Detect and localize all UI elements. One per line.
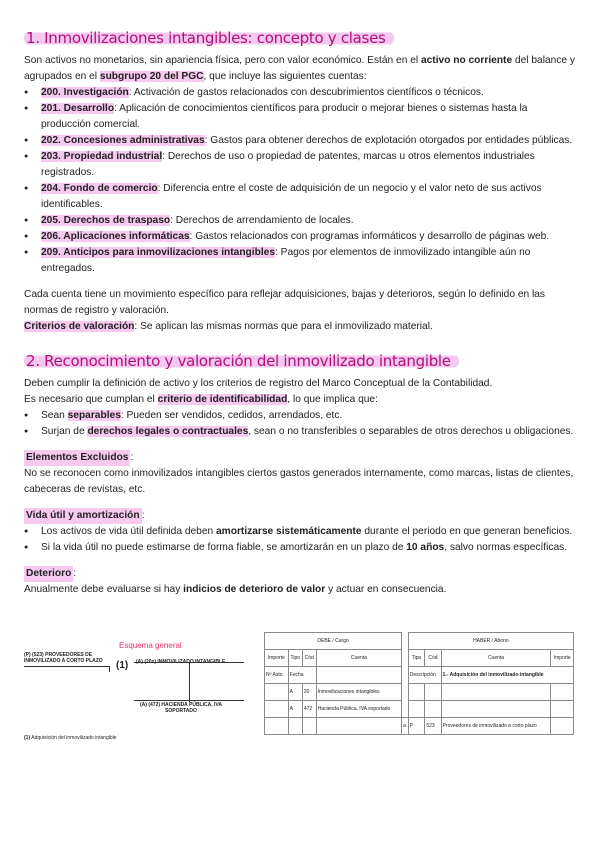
haber-header: HABER / Abono — [408, 633, 573, 650]
s1-criteria: Criterios de valoración: Se aplican las mismas normas que para el inmovilizado material. — [24, 321, 433, 332]
s1-intro: Son activos no monetarios, sin apariencia física, pero con valor económico. Están en el activo no corriente del balance y agrupados en el subgrupo 20 del PGC, que incluye las siguientes cuentas: — [24, 55, 575, 82]
col-header: Importe — [551, 650, 574, 667]
table-row — [265, 718, 574, 735]
schema-line — [134, 700, 244, 701]
schema-note: (1) Adquisición del inmovilizado intangible — [24, 735, 117, 741]
col-header: Cuenta — [316, 650, 402, 667]
col-header: Tipo — [288, 650, 302, 667]
section-2-title: 2. Reconocimiento y valoración del inmovilizado intangible — [24, 353, 459, 369]
list-item: ● 206. Aplicaciones informáticas: Gastos relacionados con programas informáticos y desarrollo de páginas web. — [24, 229, 576, 245]
schema-line — [189, 662, 190, 702]
list-item: ● Sean separables: Pueden ser vendidos, cedidos, arrendados, etc. — [24, 408, 576, 424]
list-item: ● 200. Investigación: Activación de gastos relacionados con descubrimientos científicos o técnicos. — [24, 85, 576, 101]
list-item: ● 205. Derechos de traspaso: Derechos de arrendamiento de locales. — [24, 213, 576, 229]
vida-title: Vida útil y amortización : — [24, 508, 576, 524]
s2-p2: Es necesario que cumplan el criterio de identificabilidad, lo que implica que: — [24, 394, 378, 405]
schema-mark: (1) — [116, 660, 129, 671]
journal-table — [264, 632, 574, 735]
type-cell: A — [288, 684, 302, 701]
fecha-cell: Fecha — [288, 667, 316, 684]
list-item: ● 202. Concesiones administrativas: Gastos para obtener derechos de explotación otorgados por entidades públicas. — [24, 133, 576, 149]
section-1-title: 1. Inmovilizaciones intangibles: concepto y clases — [24, 30, 394, 46]
det-title: Deterioro : — [24, 566, 576, 582]
schema-bottom: (A) (472) HACIENDA PÚBLICA, IVA SOPORTADO — [140, 702, 222, 714]
account-list — [24, 85, 576, 277]
col-header: Cód — [425, 650, 441, 667]
account-cell: Hacienda Pública, IVA soportado — [316, 701, 402, 718]
list-item: ● Si la vida útil no puede estimarse de forma fiable, se amortizarán en un plazo de 10 años, salvo normas específicas. — [24, 540, 576, 556]
table-row — [265, 684, 574, 701]
type-cell: A — [288, 701, 302, 718]
schema-right: (A) (20x) INMOVILIZADO INTANGIBLE — [136, 659, 226, 665]
excluded-title: Elementos Excluidos : — [24, 450, 576, 466]
document-page — [24, 29, 576, 741]
desc-cell: Descripción — [408, 667, 441, 684]
s2-p1: Deben cumplir la definición de activo y los criterios de registro del Marco Conceptual de la Contabilidad. — [24, 378, 493, 389]
a-cell: a — [402, 718, 409, 735]
col-header: Cuenta — [441, 650, 551, 667]
s1-p2: Cada cuenta tiene un movimiento específico para reflejar adquisiciones, bajas y deterioros, según lo definido en las normas de registro y valoración. — [24, 289, 546, 316]
code-cell: 472 — [302, 701, 316, 718]
col-header: Importe — [265, 650, 289, 667]
list-item: ● Surjan de derechos legales o contractuales, sean o no transferibles o separables de otros derechos u obligaciones. — [24, 424, 576, 440]
schema-left: (P) (523) PROVEEDORES DE INMOVILIZADO A CORTO PLAZO — [24, 652, 103, 664]
list-item: ● 201. Desarrollo: Aplicación de conocimientos científicos para producir o mejorar bienes o sistemas hasta la producción comercial. — [24, 101, 576, 133]
list-item: ● 203. Propiedad industrial: Derechos de uso o propiedad de patentes, marcas u otros elementos industriales registrados. — [24, 149, 576, 181]
code-cell: 20 — [302, 684, 316, 701]
det-text: Anualmente debe evaluarse si hay indicios de deterioro de valor y actuar en consecuencia. — [24, 584, 447, 595]
col-header: Tipo — [408, 650, 425, 667]
list-item: ● Los activos de vida útil definida deben amortizarse sistemáticamente durante el periodo en que generan beneficios. — [24, 524, 576, 540]
schema-line — [24, 666, 109, 667]
schema-title: Esquema general — [119, 641, 182, 650]
table-row — [265, 701, 574, 718]
type-cell: P — [408, 718, 425, 735]
account-cell: Inmovilizaciones intangibles — [316, 684, 402, 701]
asto-cell: Nº Asto. — [265, 667, 289, 684]
list-item: ● 204. Fondo de comercio: Diferencia entre el coste de adquisición de un negocio y el valor neto de sus activos identificables. — [24, 181, 576, 213]
code-cell: 523 — [425, 718, 441, 735]
excluded-text: No se reconocen como inmovilizados intangibles ciertos gastos generados internamente, como marcas, listas de clientes, cabeceras de revistas, etc. — [24, 468, 574, 495]
list-item: ● 209. Anticipos para inmovilizaciones intangibles: Pagos por elementos de inmovilizado intangible aún no entregados. — [24, 245, 576, 277]
account-cell: Proveedores de inmovilizado a corto plazo — [441, 718, 551, 735]
col-header: Cód — [302, 650, 316, 667]
debe-header: DEBE / Cargo — [265, 633, 402, 650]
desc-value: 1.- Adquisición del inmovilizado intangible — [441, 667, 573, 684]
vida-list — [24, 524, 576, 556]
schema-line — [109, 666, 110, 672]
criteria-list — [24, 408, 576, 440]
